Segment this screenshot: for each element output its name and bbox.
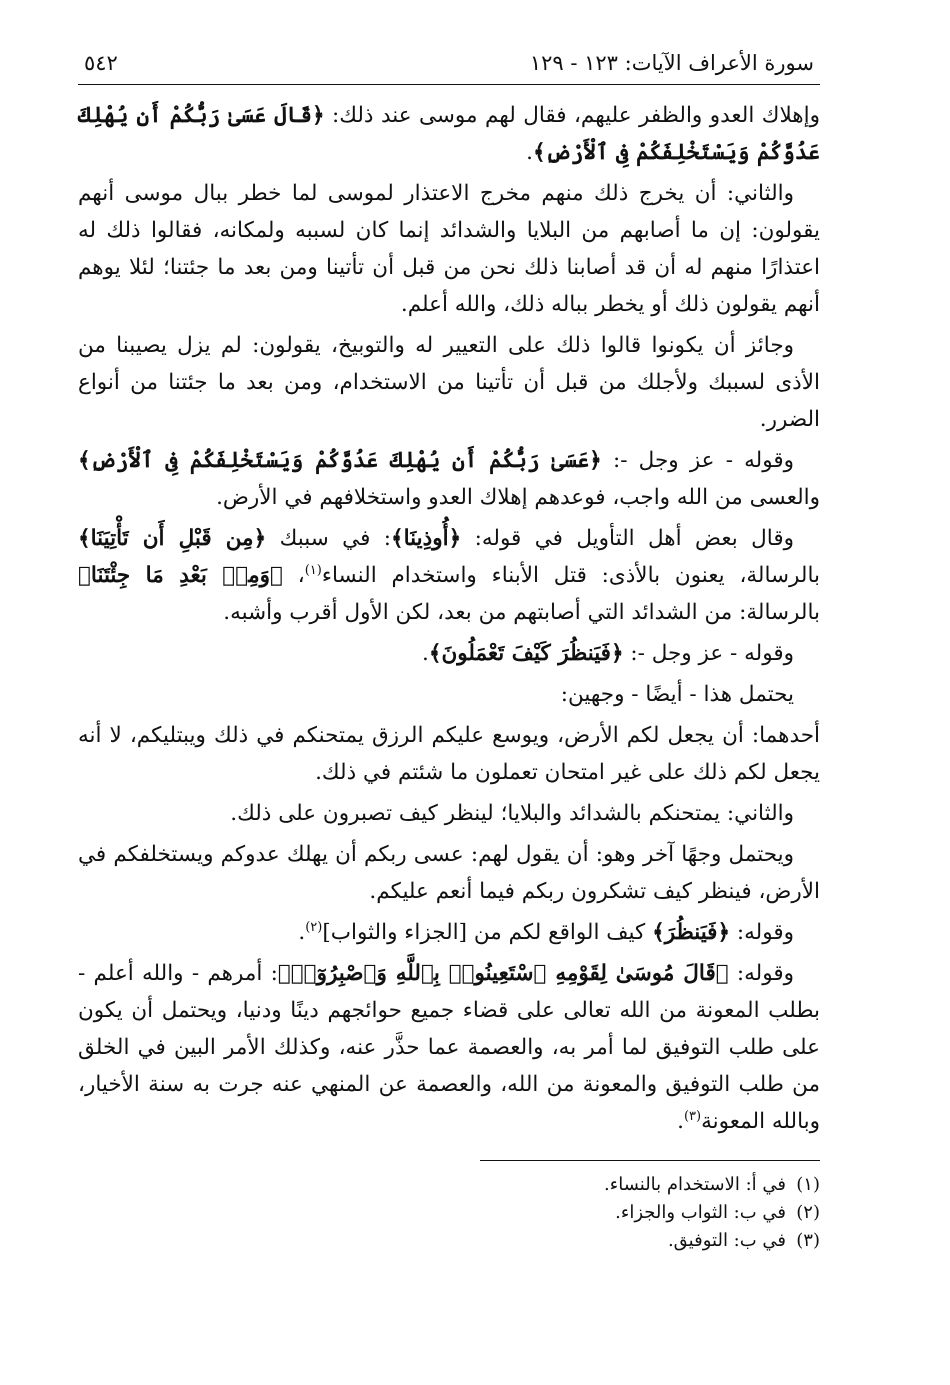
footnote-marker: (٣): [683, 1108, 702, 1124]
footnote-item: [78, 1227, 820, 1255]
text-segment: أحدهما: أن يجعل لكم الأرض، ويوسع عليكم الرزق يمتحنكم في ذلك ويبتليكم، لا أنه يجعل لكم ذلك على غير امتحان تعملون ما شئتم في ذلك.: [78, 723, 820, 785]
text-segment: والثاني: يمتحنكم بالشدائد والبلايا؛ لينظر كيف تصبرون على ذلك.: [230, 801, 794, 826]
text-segment: وقوله:: [728, 961, 794, 986]
footnote-separator: [480, 1160, 820, 1161]
paragraph: [78, 717, 820, 791]
footnote-item: [78, 1171, 820, 1199]
running-title: سورة الأعراف الآيات: ١٢٣ - ١٢٩: [529, 51, 814, 75]
quran-verse: ﴿عَسَىٰ رَبُّكُمْ أَن يُهْلِكَ عَدُوَّكُمْ وَيَسْتَخْلِفَكُمْ فِى ٱلْأَرْضِ﴾: [78, 448, 602, 473]
footnote-text: في ب: الثواب والجزاء.: [615, 1202, 786, 1223]
text-segment: : في سببك: [266, 526, 392, 551]
text-segment: .: [526, 140, 533, 165]
text-segment: وقوله - عز وجل -:: [601, 448, 794, 473]
quran-verse: ﴿فَيَنظُرَ﴾: [652, 920, 731, 945]
footnote-text: في أ: الاستخدام بالنساء.: [604, 1174, 786, 1195]
page-header: [78, 48, 820, 85]
footnote-number: (٢): [796, 1202, 820, 1223]
quran-verse: ﴿قَالَ مُوسَىٰ لِقَوْمِهِ ٱسْتَعِينُوا۟ بِٱللَّهِ وَٱصْبِرُوٓا۟﴾: [277, 961, 729, 986]
text-segment: بالرسالة، يعنون بالأذى: قتل الأبناء واستخدام النساء: [321, 563, 820, 588]
text-segment: وجائز أن يكونوا قالوا ذلك على التعيير له والتوبيخ، يقولون: لم يزل يصيبنا من الأذى لسببك ولأجلك من قبل أن تأتينا من الاستخدام، ومن بعد ما جئتنا من أنواع الضرر.: [78, 333, 820, 432]
paragraph: [78, 955, 820, 1140]
main-text: [78, 97, 820, 1140]
text-segment: وقال بعض أهل التأويل في قوله:: [461, 526, 794, 551]
text-segment: .: [422, 641, 429, 666]
footnote-marker: (٢): [305, 919, 323, 935]
text-segment: .: [298, 920, 306, 945]
paragraph: [78, 97, 820, 171]
footnotes: [78, 1171, 820, 1255]
text-segment: وإهلاك العدو والظفر عليهم، فقال لهم موسى عند ذلك:: [324, 103, 821, 128]
quran-verse: ﴿أُوذِينَا﴾: [391, 526, 462, 551]
text-segment: يحتمل هذا - أيضًا - وجهين:: [560, 682, 794, 707]
text-segment: : أمرهم - والله أعلم - بطلب المعونة من الله تعالى على قضاء جميع حوائجهم دينًا ودنيا، ويحتمل أن يكون على طلب التوفيق لما أمر به، والعصمة عما حذَّر عنه، وكذلك الأمر البين في الخلق من طلب التوفيق والمعونة من الله، والعصمة عن المنهي عنه جرت به سنة الأخيار، وبالله المعونة: [78, 961, 820, 1134]
paragraph: [78, 836, 820, 910]
text-segment: ،: [282, 563, 305, 588]
page-number: ٥٤٢: [84, 51, 118, 75]
footnote-text: في ب: التوفيق.: [667, 1230, 786, 1251]
footnote-marker: (١): [304, 562, 322, 578]
text-segment: ويحتمل وجهًا آخر وهو: أن يقول لهم: عسى ربكم أن يهلك عدوكم ويستخلفكم في الأرض، فينظر كيف تشكرون ربكم فيما أنعم عليكم.: [78, 842, 820, 904]
quran-verse: ﴿مِن قَبْلِ أَن تَأْتِيَنَا﴾: [78, 526, 267, 551]
quran-verse: ﴿وَمِنۢ بَعْدِ مَا جِئْتَنَا﴾: [78, 563, 283, 588]
text-segment: والعسى من الله واجب، فوعدهم إهلاك العدو واستخلافهم في الأرض.: [216, 485, 820, 510]
text-segment: .: [677, 1109, 684, 1134]
text-segment: وقوله - عز وجل -:: [623, 641, 794, 666]
paragraph: [78, 635, 820, 672]
text-segment: بالرسالة: من الشدائد التي أصابتهم من بعد، لكن الأول أقرب وأشبه.: [223, 600, 820, 625]
footnote-number: (٣): [796, 1230, 820, 1251]
text-segment: كيف الواقع لكم من [الجزاء والثواب]: [322, 920, 653, 945]
paragraph: [78, 676, 820, 713]
paragraph: [78, 914, 820, 951]
quran-verse: ﴿فَيَنظُرَ كَيْفَ تَعْمَلُونَ﴾: [428, 641, 624, 666]
book-page: [78, 48, 820, 1345]
footnote-item: [78, 1199, 820, 1227]
text-segment: والثاني: أن يخرج ذلك منهم مخرج الاعتذار لموسى لما خطر ببال موسى أنهم يقولون: إن ما أصابهم من البلايا والشدائد إنما كان لسببه ولمكانه، فقالوا ذلك له اعتذارًا منهم له أن قد أصابنا ذلك نحن من قبل أن تأتينا ومن بعد ما جئتنا؛ لئلا يوهم أنهم يقولون ذلك أو يخطر بباله ذلك، والله أعلم.: [78, 181, 820, 317]
paragraph: [78, 327, 820, 438]
quran-verse: ﴿قَالَ عَسَىٰ رَبُّكُمْ أَن يُهْلِكَ عَدُوَّكُمْ وَيَسْتَخْلِفَكُمْ فِى ٱلْأَرْضِ﴾: [78, 103, 820, 165]
paragraph: [78, 795, 820, 832]
paragraph: [78, 442, 820, 516]
footnote-number: (١): [796, 1174, 820, 1195]
paragraph: [78, 175, 820, 323]
paragraph: [78, 520, 820, 631]
text-segment: وقوله:: [730, 920, 794, 945]
